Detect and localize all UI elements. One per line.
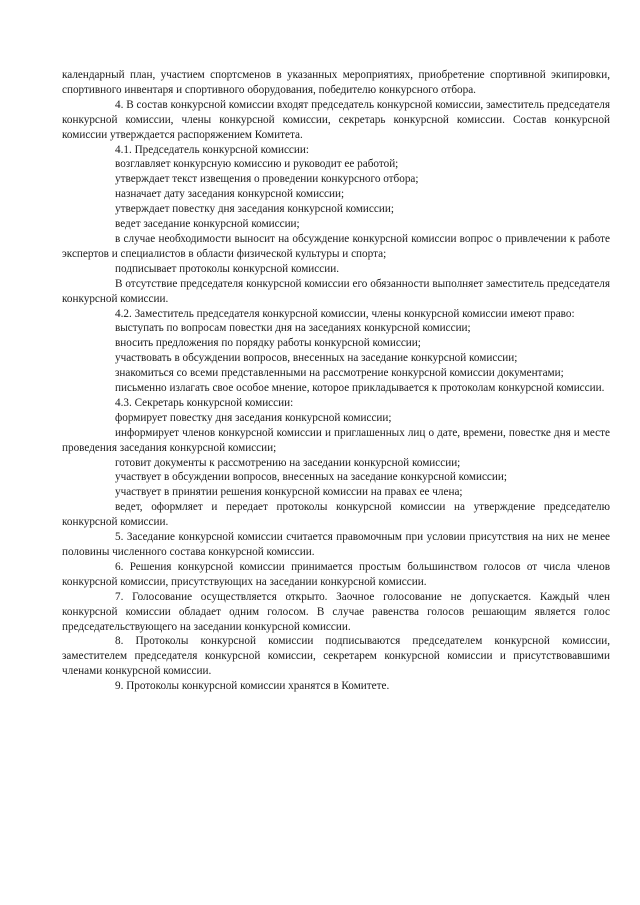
document-paragraph: вносить предложения по порядку работы конкурсной комиссии; xyxy=(115,337,421,350)
document-paragraph: письменно излагать свое особое мнение, которое прикладывается к протоколам конкурсной комиссии. xyxy=(115,382,605,395)
document-paragraph: выступать по вопросам повестки дня на заседаниях конкурсной комиссии; xyxy=(115,322,471,335)
document-paragraph: в случае необходимости выносит на обсуждение конкурсной комиссии вопрос о привлечении к работе экспертов и специалистов в области физической культуры и спорта; xyxy=(62,232,610,260)
document-paragraph: готовит документы к рассмотрению на заседании конкурсной комиссии; xyxy=(115,456,461,469)
document-paragraph: 7. Голосование осуществляется открыто. Заочное голосование не допускается. Каждый член конкурсной комиссии обладает одним голосом. В случае равенства голосов решающим является голос председательствующего на заседании конкурсной комиссии. xyxy=(62,590,610,633)
document-paragraph: утверждает повестку дня заседания конкурсной комиссии; xyxy=(115,203,394,216)
document-page xyxy=(62,68,610,694)
document-paragraph: участвует в принятии решения конкурсной комиссии на правах ее члена; xyxy=(115,486,463,499)
document-paragraph: подписывает протоколы конкурсной комиссии. xyxy=(115,262,339,275)
document-paragraph: 5. Заседание конкурсной комиссии считается правомочным при условии присутствия на них не менее половины численного состава конкурсной комиссии. xyxy=(62,531,610,558)
document-paragraph: календарный план, участием спортсменов в указанных мероприятиях, приобретение спортивной экипировки, спортивного инвентаря и спортивного оборудования, победителю конкурсного отбора. xyxy=(62,69,610,96)
document-paragraph: участвовать в обсуждении вопросов, внесенных на заседание конкурсной комиссии; xyxy=(115,352,518,365)
document-paragraph: участвует в обсуждении вопросов, внесенных на заседание конкурсной комиссии; xyxy=(115,471,507,484)
document-paragraph: 4.2. Заместитель председателя конкурсной комиссии, члены конкурсной комиссии имеют право: xyxy=(115,307,575,320)
document-paragraph: назначает дату заседания конкурсной комиссии; xyxy=(115,188,345,201)
document-paragraph: формирует повестку дня заседания конкурсной комиссии; xyxy=(115,411,392,424)
document-paragraph: 8. Протоколы конкурсной комиссии подписываются председателем конкурсной комиссии, заместителем председателя конкурсной комиссии, секретарем конкурсной комиссии и присутствовавшими членами конкурсной комиссии. xyxy=(62,635,610,678)
document-paragraph: В отсутствие председателя конкурсной комиссии его обязанности выполняет заместитель председателя конкурсной комиссии. xyxy=(62,277,610,305)
document-paragraph: утверждает текст извещения о проведении конкурсного отбора; xyxy=(115,173,419,186)
document-paragraph: информирует членов конкурсной комиссии и приглашенных лиц о дате, времени, повестке дня и месте проведения заседания конкурсной комиссии; xyxy=(62,426,610,454)
document-paragraph: 6. Решения конкурсной комиссии принимается простым большинством голосов от числа членов конкурсной комиссии, присутствующих на заседании конкурсной комиссии. xyxy=(62,560,610,588)
document-paragraph: возглавляет конкурсную комиссию и руководит ее работой; xyxy=(115,158,399,171)
document-paragraph: 4.1. Председатель конкурсной комиссии: xyxy=(115,143,309,156)
document-paragraph: ведет, оформляет и передает протоколы конкурсной комиссии на утверждение председателю конкурсной комиссии. xyxy=(62,501,610,529)
document-paragraph: знакомиться со всеми представленными на рассмотрение конкурсной комиссии документами; xyxy=(115,367,564,380)
document-paragraph: 9. Протоколы конкурсной комиссии хранятся в Комитете. xyxy=(115,680,390,693)
document-paragraph: 4.3. Секретарь конкурсной комиссии: xyxy=(115,396,294,409)
document-paragraph: ведет заседание конкурсной комиссии; xyxy=(115,218,300,231)
document-paragraph: 4. В состав конкурсной комиссии входят председатель конкурсной комиссии, заместитель председателя конкурсной комиссии, члены конкурсной комиссии, секретарь конкурсной комиссии. Состав конкурсной комиссии утверждается распоряжением Комитета. xyxy=(62,98,610,141)
